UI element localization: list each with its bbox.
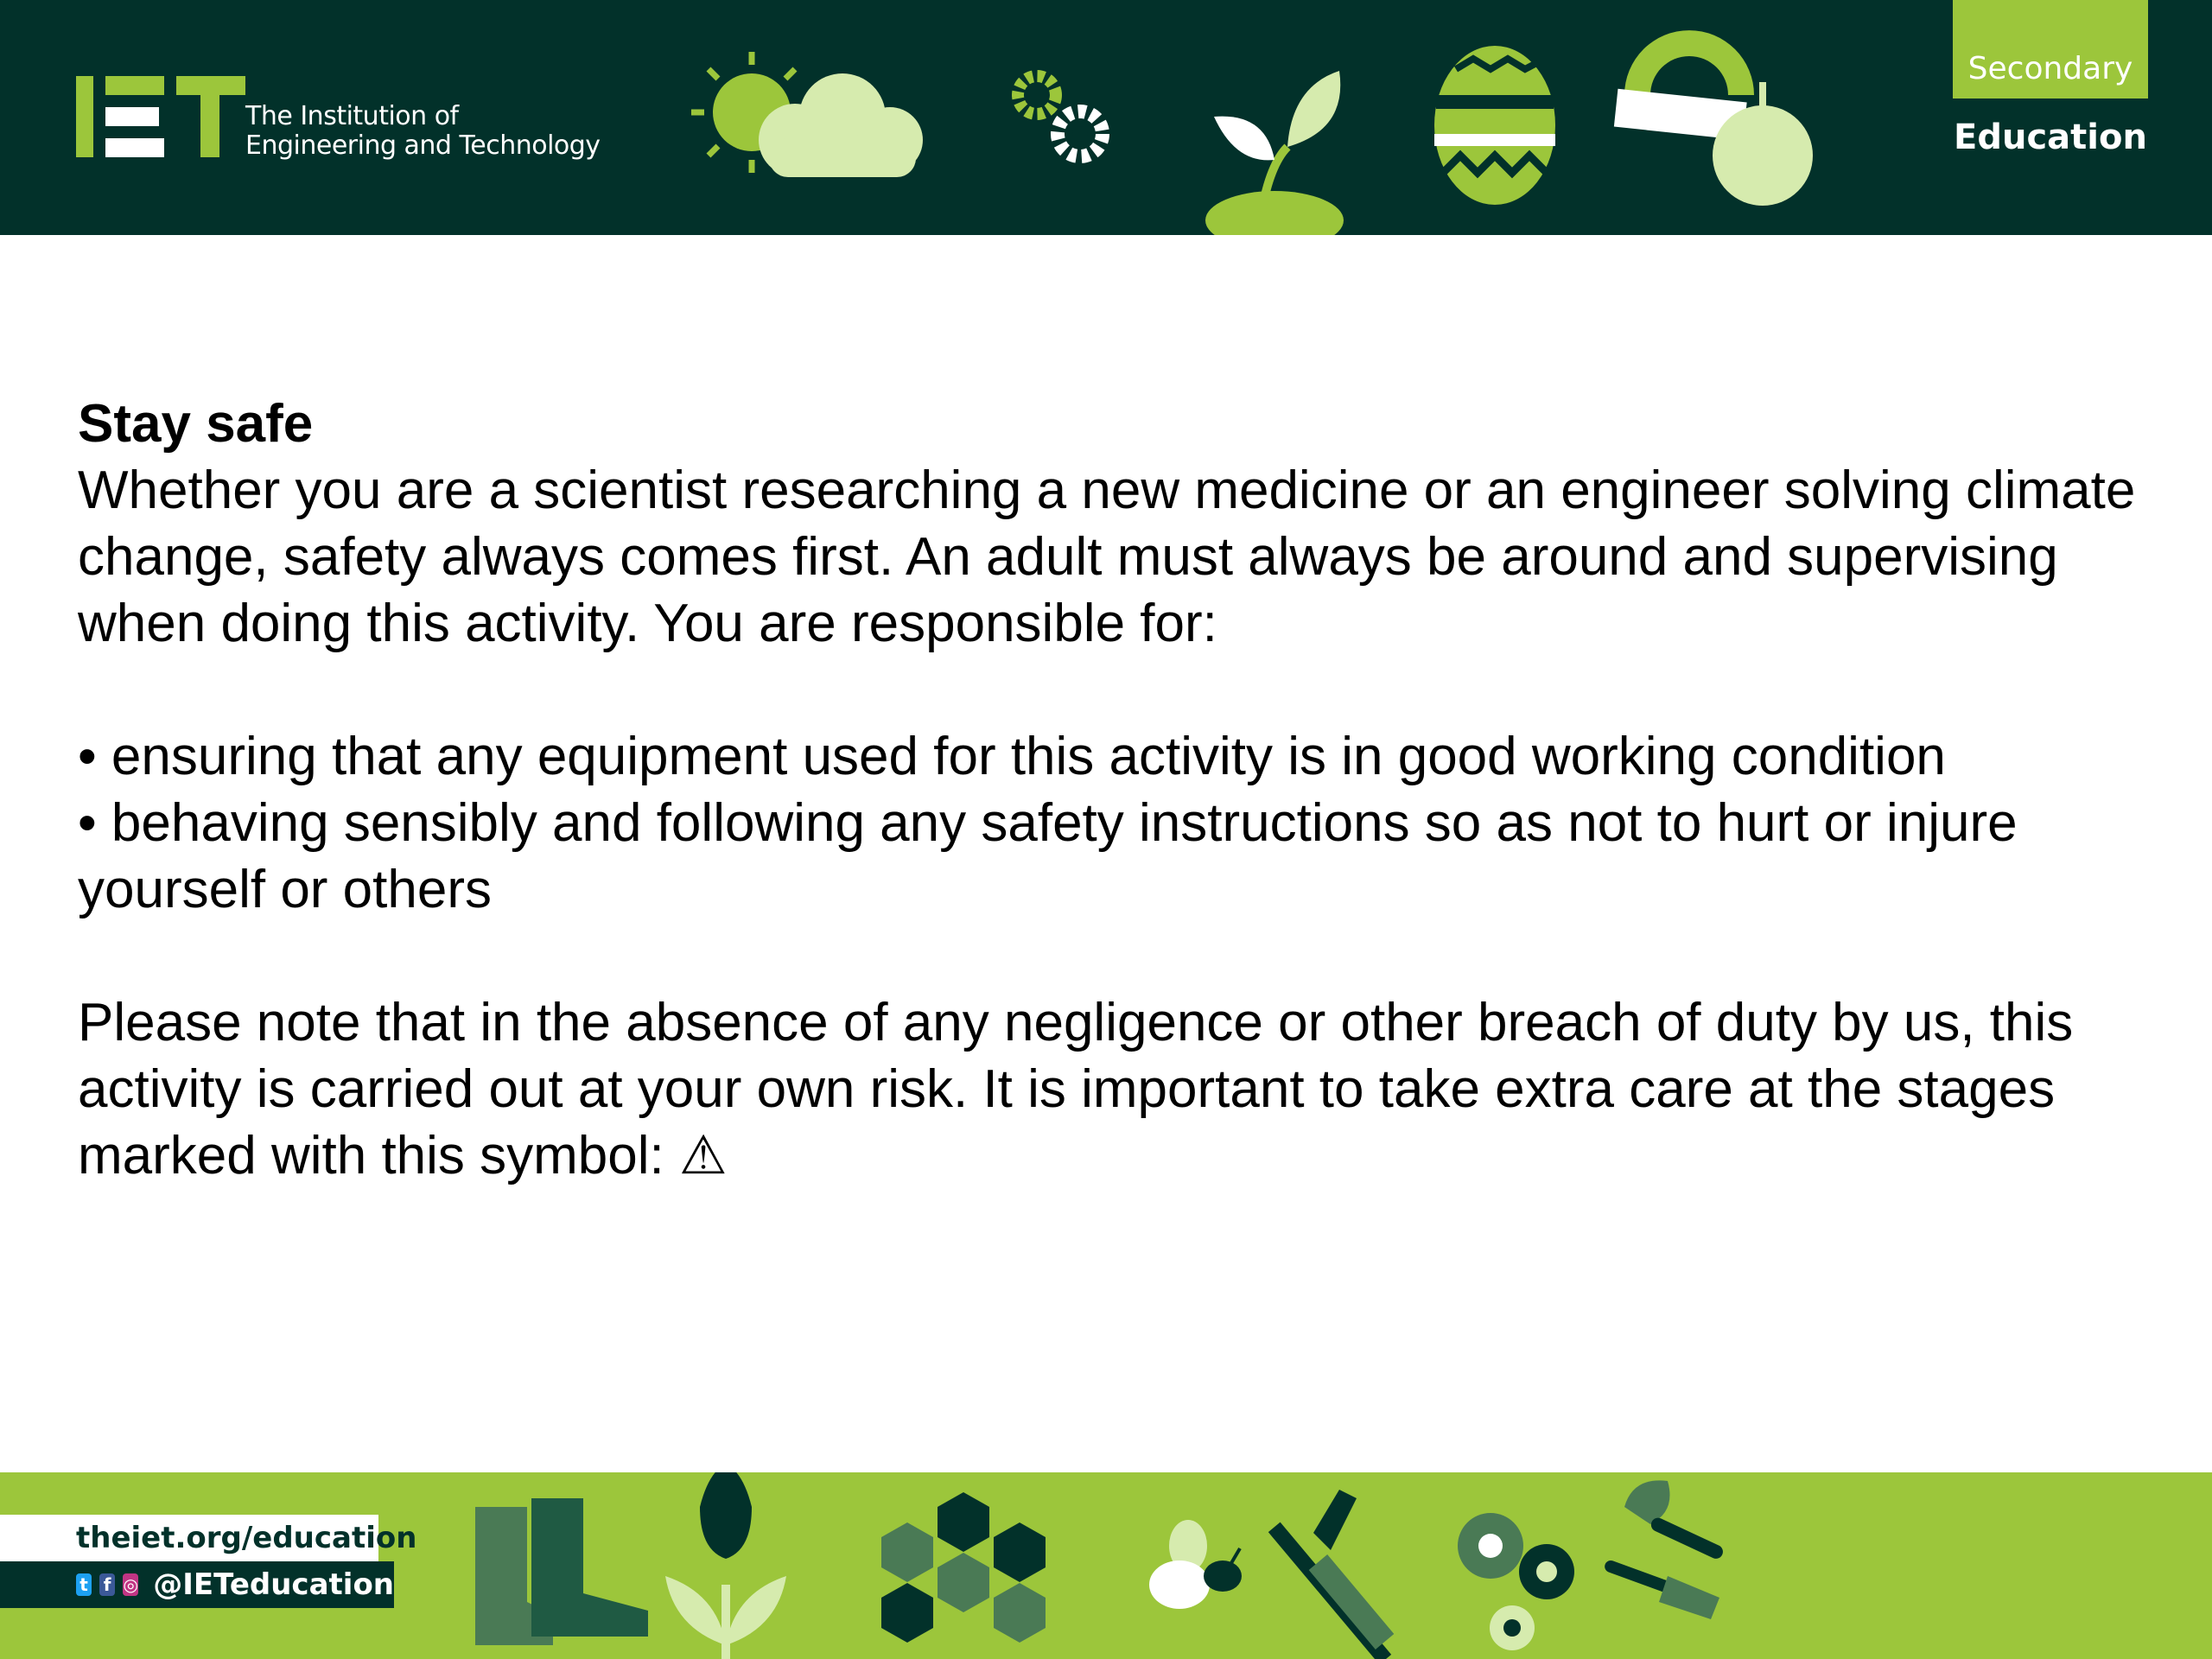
- header-banner: [0, 0, 2212, 235]
- safety-content: [78, 391, 2169, 1189]
- gears-icon: [1018, 76, 1103, 156]
- risk-note-paragraph: Please note that in the absence of any negligence or other breach of duty by us, this activity is carried out at your own risk. It is important to take extra care at the stages marked with this symbol: ⚠: [78, 993, 2074, 1185]
- protractor-icon: [1624, 30, 1754, 95]
- social-handle: @IETeducation: [153, 1567, 395, 1602]
- footer-banner: [0, 1472, 2212, 1659]
- plant-icon: [1205, 71, 1344, 235]
- bullet-item: • behaving sensibly and following any safety instructions so as not to hurt or injure yourself or others: [78, 793, 2018, 919]
- tulip-icon: [665, 1472, 786, 1659]
- facebook-icon: f: [99, 1573, 115, 1596]
- boots-icon: [475, 1498, 648, 1645]
- intro-paragraph: Whether you are a scientist researching a new medicine or an engineer solving climate change, safety always comes first. An adult must always be around and supervising when doing this activity. You are responsible for:: [78, 461, 2136, 653]
- twitter-icon: t: [76, 1573, 92, 1596]
- bee-icon: [1149, 1520, 1242, 1609]
- header-illustrations: [683, 26, 1849, 235]
- logo-wordmark: [245, 102, 601, 161]
- honeycomb-icon: [881, 1492, 1046, 1643]
- logo-line-1: The Institution of: [245, 101, 459, 131]
- instagram-icon: ◎: [123, 1574, 138, 1595]
- bullet-item: • ensuring that any equipment used for this activity is in good working condition: [78, 727, 1946, 786]
- footer-illustrations: [449, 1472, 2143, 1659]
- education-label: Education: [1954, 118, 2147, 157]
- egg-icon: [1434, 46, 1555, 205]
- cloud-icon: [759, 73, 923, 177]
- page-title: Stay safe: [78, 394, 314, 454]
- social-bar: [0, 1561, 394, 1608]
- calipers-icon: [1268, 1490, 1394, 1659]
- flowers-icon: [1458, 1513, 1574, 1650]
- website-url: theiet.org/education: [0, 1515, 378, 1561]
- garden-tools-icon: [1603, 1480, 1725, 1619]
- secondary-badge: Secondary: [1953, 0, 2148, 99]
- logo-line-2: Engineering and Technology: [245, 130, 601, 161]
